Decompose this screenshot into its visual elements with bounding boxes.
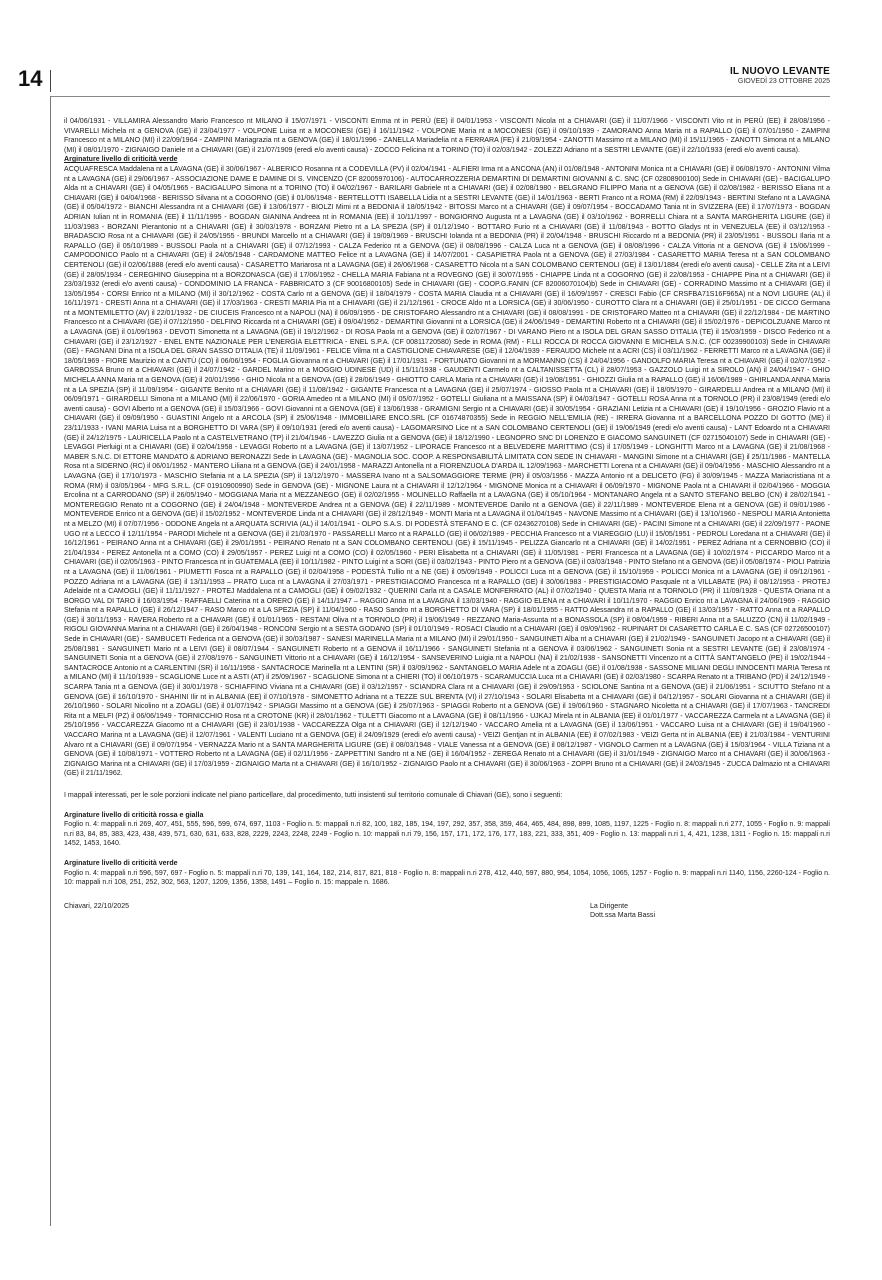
- parcels-list-red-yellow: Foglio n. 4: mappali n.ri 269, 407, 451, 555, 596, 599, 674, 697, 1103 - Foglio n. 5: mappali n.ri 82, 100, 182, 185, 194, 197, 292, 357, 358, 359, 464, 465, 484, 898, 899, 1085, 1197, 1225 - Foglio n. 8: mappali n.ri 277, 1055 - Foglio n. 9: mappali n.ri 83, 84, 85, 383, 423, 438, 439, 571, 630, 631, 633, 828, 2229, 2243, 2248, 2249 - Foglio n. 10: mappali n.ri 79, 156, 157, 171, 172, 176, 177, 183, 221, 333, 351, 409 - Foglio n. 13: mappali n.ri 1, 4, 421, 1238, 1311 - Foglio n. 15: mappali n.ri 1452, 1453, 1640.: [64, 821, 830, 848]
- parcels-intro: I mappali interessati, per le sole porzioni indicate nel piano particellare, dal procedimento, tutti insistenti sul territorio comunale di Chiavari (GE), sono i seguenti:: [64, 791, 563, 799]
- green-owners-list: ACQUAFRESCA Maddalena nt a LAVAGNA (GE) il 30/06/1967 - ALBERICO Rosanna nt a CODEVILLA (PV) il 02/04/1941 - ALFIERI Irma nt a ANCONA (AN) il 01/08/1948 - ANTONINI Monica nt a CHIAVARI (GE) il 06/08/1970 - ANTONINI Vilma nt a LAVAGNA (GE) il 29/06/1967 - ASSOCIAZIONE DAME E DAMINE DI S. VINCENZO (CF 82005970106) - AUTOCARROZZERIA DEMARTINI DI DEMARTINI GIOVANNI & C. SNC (CF 02808900100) Sede in CHIAVARI (GE) - BACIGALUPO Alda nt a CHIAVARI (GE) il 04/05/1965 - BACIGALUPO Simona nt a TORINO (TO) il 04/02/1967 - BARILARI Gabriele nt a CHIAVARI (GE) il 02/08/1980 - BELGRANO FILIPPO Maria nt a GENOVA (GE) il 02/08/1982 - BERISSO Eliana nt a CHIAVARI (GE) il 04/04/1968 - BERISSO Silvana nt a COGORNO (GE) il 01/06/1948 - BERTELLOTTI ISABELLA Lidia nt a SESTRI LEVANTE (GE) il 14/01/1963 - BERTI Franco nt a ROMA (RM) il 22/09/1943 - BERTINI Stefano nt a LAVAGNA (GE) il 05/04/1972 - BIANCHI Alessandra nt a CHIAVARI (GE) il 13/06/1977 - BIOLZI Mimi nt a BEDONIA il 18/05/1942 - BITOSSI Marco nt a CHIAVARI (GE) il 09/07/1954 - BOCCADAMO Tania nt in SVIZZERA (EE) il 17/07/1973 - BOGDAN ADRIAN Iulian nt in ROMANIA (EE) il 11/11/1995 - BOGDAN GIANINA Andreea nt in ROMANIA (EE) il 10/11/1997 - BONGIORNO Augusta nt a LAVAGNA (GE) il 03/10/1962 - BORRELLI Chiara nt a SANTA MARGHERITA LIGURE (GE) il 11/03/1983 - BORZANI Pierantonio nt a CHIAVARI (GE) il 30/03/1978 - BORZANI Pietro nt a LA SPEZIA (SP) il 01/12/1940 - BOTTARO Furio nt a CHIAVARI (GE) il 11/08/1943 - BOTTO Gladys nt in VENEZUELA (EE) il 03/12/1953 - BRADASCIO Rosa nt a CHIAVARI (GE) il 24/05/1955 - BRUNDI Marcello nt a CHIAVARI (GE) il 19/09/1969 - BRUSCHI Iolanda nt a BEDONIA (PR) il 20/04/1948 - BRUSCHI Riccardo nt a BEDONIA (PR) il 23/05/1951 - BUSSOLI Ilaria nt a RAPALLO (GE) il 05/10/1989 - BUSSOLI Paola nt a CHIAVARI (GE) il 07/12/1993 - CALZA Federico nt a GENOVA (GE) il 08/08/1996 - CALZA Luca nt a GENOVA (GE) il 08/08/1996 - CALZA Vittoria nt a GENOVA (GE) il 15/06/1999 - CAMPODONICO Paolo nt a CHIAVARI (GE) il 24/05/1948 - CARDAMONE MATTEO Felice nt a LAVAGNA (GE) il 14/07/2001 - CASAPIETRA Paola nt a GENOVA (GE) il 27/03/1984 - CASARETTO MARIA Teresa nt a SAN COLOMBANO CERTENOLI (GE) il 02/06/1888 (eredi e/o aventi causa) - CASARETTO Mariarosa nt a LAVAGNA (GE) il 26/06/1968 - CASARETTO Nicola nt a SAN COLOMBANO CERTENOLI (GE) il 13/01/1884 (eredi e/o aventi causa) - CELLE Zita nt a LEIVI (GE) il 28/05/1934 - CEREGHINO Giuseppina nt a BORZONASCA (GE) il 17/06/1952 - CHELLA MARIA Fabiana nt a ROVEGNO (GE) il 30/07/1955 - CHIAPPE Linda nt a COGORNO (GE) il 22/08/1953 - CHIAPPE Pina nt a CHIAVARI (GE) il 23/03/1932 (eredi e/o aventi causa) - CONDOMINIO LA FRANCA - FABBRICATO 3 (CF 90016800105) Sede in CHIAVARI (GE) - COOP.G.FANIN (CF 82006070104)b) Sede in CHIAVARI (GE) - CORRADINO Massimo nt a CHIAVARI (GE) il 13/05/1954 - CORSI Enrico nt a MILANO (MI) il 30/12/1962 - COSTA Carlo nt a GENOVA (GE) il 18/04/1979 - COSTA MARIA Claudia nt a CHIAVARI (GE) il 16/09/1957 - CRESCI Fabio (CF CRSFBA71S16F965A) nt a NOVI LIGURE (AL) il 16/11/1971 - CRESTI Anna nt a CHIAVARI (GE) il 17/03/1963 - CRESTI MARIA Pia nt a CHIAVARI (GE) il 21/12/1961 - CROCE Aldo nt a LORSICA (GE) il 30/06/1950 - CUROTTO Clara nt a CHIAVARI (GE) il 25/01/1951 - DE CICCO Germana nt a MONTEMILETTO (AV) il 22/01/1932 - DE CIUCEIS Francesco nt a NAPOLI (NA) il 06/09/1955 - DE CRISTOFARO Alessandro nt a CHIAVARI (GE) il 08/08/1991 - DE CRISTOFARO Matteo nt a CHIAVARI (GE) il 22/12/1984 - DE MARTINO Francesco nt a CHIAVARI (GE) il 07/12/1950 - DELFINO Riccarda nt a CHIAVARI (GE) il 09/04/1952 - DEMARTINI Giovanni nt a LORSICA (GE) il 24/06/1949 - DEMARTINI Roberto nt a CHIAVARI (GE) il 15/02/1976 - DEPICOLZUANE Marco nt a LAVAGNA (GE) il 01/09/1963 - DEVOTI Simonetta nt a LAVAGNA (GE) il 19/12/1962 - DI ROSA Paola nt a GENOVA (GE) il 02/07/1967 - DI VARANO Piero nt a ISOLA DEL GRAN SASSO D'ITALIA (TE) il 15/03/1959 - DISCO Federico nt a CHIAVARI (GE) il 23/12/1927 - ENEL ENTE NAZIONALE PER L'ENERGIA ELETTRICA - ENEL S.P.A. (CF 00811720580) Sede in ROMA (RM) - F.LLI ROCCA DI ROCCA GIOVANNI E MICHELA S.N.C. (CF 00239900103) Sede in CHIAVARI (GE) - FAGNANI Dina nt a ISOLA DEL GRAN SASSO D'ITALIA (TE) il 11/09/1961 - FELICE Vilma nt a CASTIGLIONE CHIAVARESE (GE) il 12/04/1939 - FERAUDO Michele nt a ACRI (CS) il 03/11/1962 - FERRETTI Marco nt a LAVAGNA (GE) il 18/05/1969 - FIORE Maurizio nt a CANTÙ (CO) il 06/06/1954 - FOGLIA Giovanna nt a CHIAVARI (GE) il 17/01/1931 - FORTUNATO Giovanni nt a MORMANNO (CS) il 24/04/1956 - GANDOLFO MARIA Teresa nt a CHIAVARI (GE) il 02/07/1952 - GARBOSSA Bruno nt a CHIAVARI (GE) il 24/07/1942 - GARDEL Marino nt a MOGGIO UDINESE (UD) il 15/11/1938 - GAUDENTI Carmelo nt a CALTANISSETTA (CL) il 28/07/1953 - GAZZOLO Luigi nt a SIROLO (AN) il 24/04/1947 - GHIO MICHELA ANNA Maria nt a GENOVA (GE) il 20/01/1956 - GHIO Nicola nt a GENOVA (GE) il 28/06/1949 - GHIOTTO CARLA Maria nt a CHIAVARI (GE) il 19/08/1951 - GHIOZZI Giulia nt a RAPALLO (GE) il 16/06/1989 - GHIRLANDA ANNA Maria nt a LA SPEZIA (SP) il 11/09/1954 - GIGANTE Benito nt a CHIAVARI (GE) il 11/08/1942 - GIGANTE Francesca nt a LAVAGNA (GE) il 25/07/1974 - GIOSSO Paola nt a CHIAVARI (GE) il 18/05/1970 - GIRARDELLI Andrea nt a MILANO (MI) il 06/09/1971 - GIRARDELLI Simona nt a MILANO (MI) il 22/06/1970 - GORIA Amedeo nt a MILANO (MI) il 05/07/1952 - GOTELLI Giuliana nt a MAISSANA (SP) il 04/03/1947 - GOTELLI ROSA Anna nt a TORNOLO (PR) il 23/08/1949 (eredi e/o aventi causa) - GOVI Alberto nt a GENOVA (GE) il 15/03/1966 - GOVI Giovanni nt a GENOVA (GE) il 13/06/1938 - GRAMIGNI Sergio nt a CHIAVARI (GE) il 30/05/1954 - GRAZIANI Letizia nt a CHIAVARI (GE) il 19/10/1956 - GROZIO Flavio nt a CHIAVARI (GE) il 09/09/1950 - GUASTINI Angelo nt a ARCOLA (SP) il 25/06/1948 - IMMOBILIARE ENCO.SRL (CF 01674870355) Sede in REGGIO NELL'EMILIA (RE) - IRRERA Giovanna nt a BARCELLONA POZZO DI GOTTO (ME) il 23/11/1933 - IVANI MARIA Luisa nt a BORGHETTO DI VARA (SP) il 09/10/1931 (eredi e/o aventi causa) - LAGOMARSINO Lice nt a SAN COLOMBANO CERTENOLI (GE) il 19/06/1949 (eredi e/o aventi causa) - LANT Edoardo nt a CHIAVARI (GE) il 24/12/1975 - LAURICELLA Paolo nt a CASTELVETRANO (TP) il 21/04/1946 - LAVEZZO Giulia nt a GENOVA (GE) il 18/12/1990 - LEGNOPRO SNC DI LORENZO E GIACOMO SANGUINETI (CF 02715040107) Sede in CHIAVARI (GE) - LEVAGGI Pierluigi nt a CHIAVARI (GE) il 02/04/1958 - LEVAGGI Roberto nt a LAVAGNA (GE) il 13/07/1952 - LIPORACE Francesco nt a BELVEDERE MARITTIMO (CS) il 17/05/1949 - LONGHITTI Marco nt a LAVAGNA (GE) il 21/08/1968 - MABER S.N.C. DI ETTORE MANDATO & ADRIANO BERONAZZI Sede in LAVAGNA (GE) - MAGNOLIA SOC. COOP. A RESPONSABILITÀ LIMITATA CON SEDE IN CHIAVARI - MANGINI Simone nt a CHIAVARI (GE) il 25/11/1986 - MANTELLA Rosa nt a SIDERNO (RC) il 06/01/1952 - MANTERO Liliana nt a GENOVA (GE) il 24/01/1958 - MARAZZI Antonella nt a FIORENZUOLA D'ARDA IL 12/09/1963 - MARCHETTI Lorena nt a CHIAVARI (GE) il 09/04/1956 - MASCHIO Alessandro nt a LAVAGNA (GE) il 17/10/1973 - MASCHIO Stefania nt a LA SPEZIA (SP) il 13/12/1970 - MASSERA Ivano nt a SALSOMAGGIORE TERME (PR) il 05/03/1956 - MAZZA Antonio nt a DELICETO (FG) il 30/09/1945 - MAZZA Mariacristiana nt a ROMA (RM) il 03/05/1964 - MFG S.R.L. (CF 01910900990) Sede in GENOVA (GE) - MIGNONE Laura nt a CHIAVARI il 12/12/1964 - MIGNONE Monica nt a CHIAVARI il 06/09/1970 - MIGNONE Paola nt a CHIAVARI il 02/04/1966 - MOGGIA Ercolina nt a CARRODANO (SP) il 26/05/1940 - MOGGIANA Maria nt a MEZZANEGO (GE) il 02/02/1955 - MOLINELLO Raffaella nt a LAVAGNA (GE) il 05/10/1964 - MONTANARO Angela nt a SANTO STEFANO BELBO (CN) il 28/02/1941 - MONTEREGGIO Renato nt a COGORNO (GE) il 24/04/1948 - MONTEVERDE Andrea nt a GENOVA (GE) il 22/11/1989 - MONTEVERDE Danilo nt a GENOVA (GE) il 22/11/1989 - MONTEVERDE Elena nt a GENOVA (GE) il 09/01/1986 - MONTEVERDE Enrico nt a GENOVA (GE) il 15/02/1952 - MONTEVERDE Linda nt a CHIAVARI (GE) il 28/12/1949 - MONTI Maria nt a LAVAGNA il 01/04/1945 - NAVONE Massimo nt a CHIAVARI (GE) il 13/10/1960 - NESPOLI MARIA Antonietta nt a MELZO (MI) il 07/07/1956 - ODDONE Angela nt a ARQUATA SCRIVIA (AL) il 14/01/1941 - OLPO S.A.S. DI PODESTÀ STEFANO E C. (CF 02436270108) Sede in CHIAVARI (GE) - PACINI Simone nt a CHIAVARI (GE) il 22/09/1977 - PAONE UGO nt a LECCO il 12/11/1954 - PARODI Michele nt a GENOVA (GE) il 21/03/1970 - PASSARELLI Marco nt a RAPALLO (GE) il 06/02/1989 - PECCHIA Francesco nt a VIAREGGIO (LU) il 15/05/1951 - PEDROLI Loredana nt a CHIAVARI (GE) il 16/12/1961 - PEIRANO Anna nt a CHIAVARI (GE) il 29/01/1951 - PEIRANO Renato nt a SAN COLOMBANO CERTENOLI (GE) il 15/11/1945 - PELIZZA Giancarlo nt a CHIAVARI (GE) il 14/02/1951 - PEREZ Adriana nt a CERNOBBIO (CO) il 21/04/1934 - PEREZ Antonella nt a COMO (CO) il 29/05/1957 - PEREZ Luigi nt a COMO (CO) il 02/05/1960 - PERI Elisabetta nt a CHIAVARI (GE) il 11/05/1981 - PERI Francesca nt a LAVAGNA (GE) il 10/02/1974 - PICCARDO Marco nt a CHIAVARI (GE) il 02/05/1963 - PINTO Francesca nt in GUATEMALA (EE) il 10/11/1982 - PINTO Luigi nt a SORI (GE) il 03/02/1943 - PINTO Piero nt a GENOVA (GE) il 03/03/1948 - PINTO Stefano nt a GENOVA (GE) il 05/08/1974 - PIOLI Patrizia nt a LAVAGNA (GE) il 11/06/1961 - PIUMETTI Fosca nt a RAPALLO (GE) il 02/04/1958 - PODESTÀ Tullio nt a NE (GE) il 05/09/1949 - POLICCI Luca nt a GENOVA (GE) il 15/10/1959 - POLICCI Monica nt a LAVAGNA (GE) il 09/12/1961 - POZZO Adriana nt a LAVAGNA (GE) il 13/11/1953 – PRATO Luca nt a LAVAGNA il 27/03/1971 - PRESTIGIACOMO Francesca nt a RAPALLO (GE) il 30/06/1983 - PRESTIGIACOMO Pasquale nt a VILLABATE (PA) il 08/12/1953 - PROTEJ Adelaide nt a CAMOGLI (GE) il 11/11/1927 - PROTEJ Maddalena nt a CAMOGLI (GE) il 09/02/1932 - QUERINI Carla nt a CASALE MONFERRATO (AL) il 07/02/1940 - QUESTA Maria nt a TORNOLO (PR) il 11/09/1928 - QUESTA Oriana nt a BORGO VAL DI TARO il 16/03/1954 - RAFFAELLI Caterina nt a ORERO (GE) il 14/11/1947 – RAGGIO Anna nt a LAVAGNA il 13/03/1940 - RAGGIO ELENA nt a CHIAVARI il 10/11/1970 - RAGGIO Enrico nt a LAVAGNA il 24/06/1969 - RAGGIO Stefania nt a RAPALLO (GE) il 26/12/1947 - RASO Marco nt a LA SPEZIA (SP) il 11/04/1960 - RASO Sandro nt a BORGHETTO DI VARA (SP) il 18/01/1955 - RATTO Alessandra nt a RAPALLO (GE) il 13/03/1957 - RATTO Anna nt a RAPALLO (GE) il 30/11/1953 - RAVERA Roberto nt a CHIAVARI (GE) il 01/01/1965 - RESTANI Oliva nt a TORNOLO (PR) il 19/06/1949 - REZZANO Maria-Assunta nt a BONASSOLA (SP) il 08/04/1959 - RIBERI Anna nt a SALUZZO (CN) il 11/02/1949 - RIGOLI GIOVANNA Marina nt a CHIAVARI (GE) il 26/04/1948 - RONCONI Sergio nt a SESTA GODANO (SP) il 01/10/1949 - ROSACI Claudio nt a CHIAVARI (GE) il 09/09/1962 - RUPINART DI CASARETTO CARLA E C. SAS (CF 02726500107) Sede in CHIAVARI (GE) - SAMBUCETI Federica nt a GENOVA (GE) il 30/03/1987 - SANESI MARINELLA Maria nt a MILANO (MI) il 29/01/1950 - SANGUINETI Alba nt a CHIAVARI (GE) il 21/02/1949 - SANGUINETI Jacopo nt a CHIAVARI (GE) il 25/08/1981 - SANGUINETI Mario nt a LEIVI (GE) il 08/07/1944 - SANGUINETI Roberto nt a GENOVA il 16/11/1966 - SANGUINETI Stefania nt a GENOVA il 03/06/1962 - SANGUINETI Sonia nt a SESTRI LEVANTE (GE) il 23/08/1974 - SANGUINETI Sonia nt a GENOVA (GE) il 27/08/1976 - SANGUINETI Vittorio nt a CHIAVARI (GE) il 16/12/1954 - SANSEVERINO Luigia nt a NAPOLI (NA) il 21/02/1938 - SANSONETTI Vincenzo nt a CITTÀ SANT'ANGELO (PE) il 19/02/1944 - SANTACROCE Antonio nt a CARLENTINI (SR) il 16/11/1958 - SANTACROCE Marinella nt a LENTINI (SR) il 03/09/1962 - SANTANGELO MARIA Adele nt a ZOAGLI (GE) il 01/08/1938 - SASSONE MILIANI DEGLI INNOCENTI MARIA Teresa nt a MILANO (MI) il 11/10/1939 - SCAGLIONE Luce nt a ASTI (AT) il 25/09/1967 - SCAGLIONE Simona nt a CHIERI (TO) il 06/10/1975 - SCARAMUCCIA Luca nt a CHIAVARI (GE) il 02/03/1980 - SCARPA Renato nt a TRIBANO (PD) il 24/12/1949 - SCARPA Tania nt a GENOVA (GE) il 30/01/1978 - SCHIAFFINO Viviana nt a CHIAVARI (GE) il 03/12/1957 - SCIANDRA Clara nt a CHIAVARI (GE) il 29/09/1953 - SCIOLONE Santina nt a GENOVA (GE) il 21/06/1951 - SCIUTTO Stefano nt a GENOVA (GE) il 16/10/1970 - SHAHINI Ilir nt in ALBANIA (EE) il 07/10/1978 - SIMONETTO Adriana nt a TEZZE SUL BRENTA (VI) il 27/10/1943 - SOLARI Elisabetta nt a CHIAVARI (GE) il 04/12/1957 - SOLARI Giovanna nt a CHIAVARI (GE) il 26/10/1960 - SOLARI Nicolino nt a ZOAGLI (GE) il 01/07/1942 - SPIAGGI Massimo nt a GENOVA (GE) il 25/07/1963 - SPIAGGI Roberto nt a GENOVA (GE) il 19/06/1960 - STAGNARO Nicoletta nt a CHIAVARI (GE) il 17/07/1963 - TANCREDI Rita nt a MELFI (PZ) il 06/06/1949 - TORNICCHIO Rosa nt a CROTONE (KR) il 28/01/1962 - TULETTI Giacomo nt a LAVAGNA (GE) il 08/11/1956 - UJKAJ Mirela nt in ALBANIA (EE) il 01/01/1977 - VACCAREZZA Carmela nt a LAVAGNA (GE) il 25/10/1956 - VACCAREZZA Giacomo nt a CHIAVARI (GE) il 23/01/1938 - VACCAREZZA Olga nt a CHIAVARI (GE) il 12/12/1940 - VACCARO Amelia nt a LAVAGNA (GE) il 13/06/1951 - VACCARO Luisa nt a CHIAVARI (GE) il 19/04/1960 - VACCARO Marina nt a LAVAGNA (GE) il 12/07/1961 - VALENTI Luciano nt a GENOVA (GE) il 24/09/1929 (eredi e/o aventi causa) - VEIZI Gentjan nt in ALBANIA (EE) il 07/02/1983 - VEIZI Gerta nt in ALBANIA (EE) il 21/03/1984 - VENTURINI Alvaro nt a CHIAVARI (GE) il 09/07/1954 - VERNAZZA Mario nt a SANTA MARGHERITA LIGURE (GE) il 08/03/1948 - VIALE Vanessa nt a GENOVA (GE) il 08/12/1987 - VIGNOLO Carmen nt a LAVAGNA (GE) il 15/03/1964 - VILLA Tiziana nt a GENOVA (GE) il 10/08/1971 - VOTTERO Roberto nt a LAVAGNA (GE) il 02/11/1956 - ZAPPETTINI Sandro nt a NE (GE) il 16/04/1952 - ZEREGA Renato nt a CHIAVARI (GE) il 31/01/1949 - ZIGNAIGO Marco nt a CHIAVARI (GE) il 30/06/1963 - ZIGNAIGO Marina nt a CHIAVARI (GE) il 17/03/1959 - ZIGNAIGO Marta nt a CHIAVARI (GE) il 16/10/1952 - ZIGNAIGO Paolo nt a CHIAVARI (GE) il 30/06/1963 - ZOPPI Bruno nt a CHIAVARI (GE) il 24/03/1945 - ZUCCA Dalmazio nt a CHIAVARI (GE) il 21/11/1962.: [64, 165, 830, 778]
- publication-date: GIOVEDÌ 23 OTTOBRE 2025: [737, 78, 830, 85]
- publication-name: IL NUOVO LEVANTE: [729, 66, 830, 77]
- section-heading-green: Arginature livello di criticità verde: [64, 156, 178, 164]
- signatory-title: La Dirigente: [590, 902, 628, 910]
- signature-row: [64, 902, 830, 921]
- header-rule: [50, 96, 830, 97]
- continuation-list: il 04/06/1931 - VILLAMIRA Alessandro Mario Francesco nt MILANO il 15/07/1971 - VISCONTI Emma nt in PERÙ (EE) il 04/01/1953 - VISCONTI Nicola nt a CHIAVARI (GE) il 11/07/1966 - VISCONTI Vito nt in PERÙ (EE) il 28/08/1956 - VIVARELLI Michela nt a GENOVA (GE) il 23/04/1977 - VOLPONE Luisa nt a MOCONESI (GE) il 16/11/1942 - VOLPONE Maria nt a MOCONESI (GE) il 09/10/1939 - ZAMORANO Anna Maria nt a RAPALLO (GE) il 07/01/1950 - ZAMPINI Francesco nt a MILANO (MI) il 22/09/1964 - ZAMPINI Mariagrazia nt a GENOVA (GE) il 18/01/1996 - ZANELLA Mariadelia nt a FERRARA (FE) il 21/09/1954 - ZANOTTI Massimo nt a MILANO (MI) il 15/11/1965 - ZANOTTI Simona nt a MILANO (MI) il 08/01/1970 - ZIGNAIGO Daniele nt a CHIAVARI (GE) il 21/07/1909 (eredi e/o aventi causa) - ZOCCO Felicina nt a TORINO (TO) il 02/03/1942 - ZOLEZZI Adriano nt a SESTRI LEVANTE (GE) il 22/10/1933 (eredi e/o aventi causa).: [64, 118, 830, 154]
- signatory-name: Dott.ssa Marta Bassi: [590, 912, 656, 920]
- notice-body: [64, 117, 830, 921]
- signature-block: [590, 902, 830, 921]
- masthead: [730, 66, 830, 85]
- parcels-list-green: Foglio n. 4: mappali n.ri 596, 597, 697 - Foglio n. 5: mappali n.ri 70, 139, 141, 164, 182, 214, 817, 821, 818 - Foglio n. 8: mappali n.ri 278, 412, 440, 597, 880, 954, 1054, 1056, 1065, 1257 - Foglio n. 9: mappali n.ri 1140, 1156, 2260-124 - Foglio n. 10: mappali n.ri 108, 251, 252, 302, 563, 1207, 1209, 1356, 1358, 1491 – Foglio n. 15: mappale n. 1686.: [64, 869, 830, 887]
- parcels-heading-green: Arginature livello di criticità verde: [64, 859, 178, 867]
- header-divider: [50, 70, 51, 92]
- page-number: 14: [18, 66, 43, 91]
- column-rule: [50, 96, 51, 1226]
- parcels-heading-red-yellow: Arginature livello di criticità rossa e gialla: [64, 811, 204, 819]
- place-date: Chiavari, 22/10/2025: [64, 902, 130, 910]
